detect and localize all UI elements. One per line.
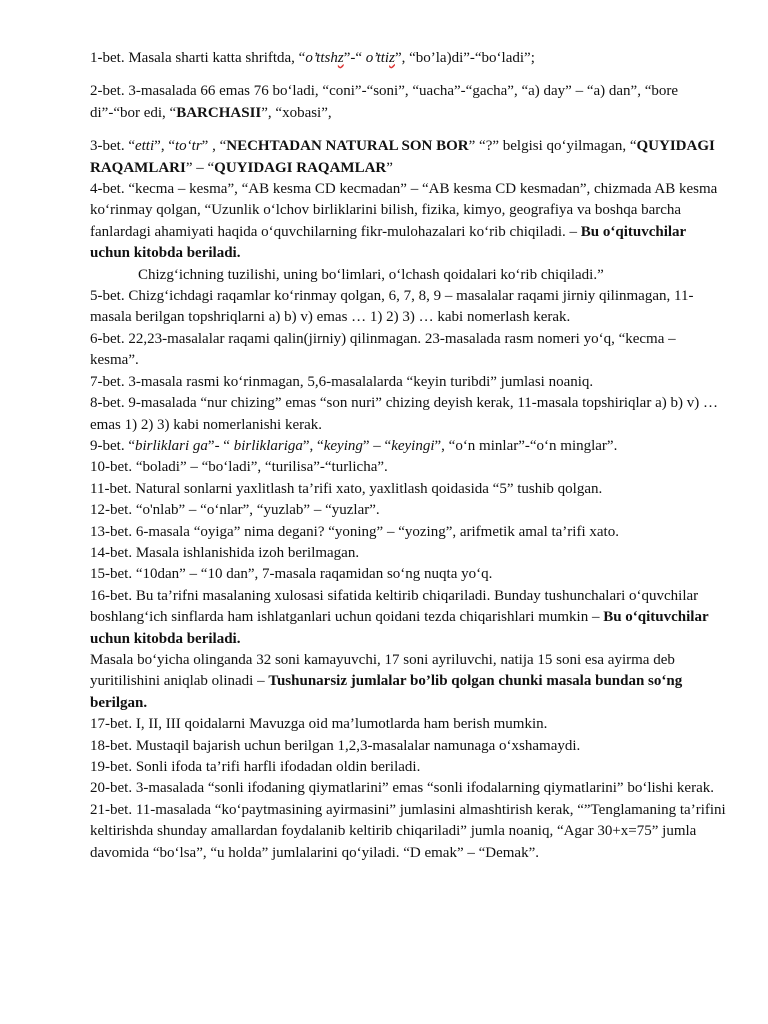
note-page-4-continued: Chizg‘ichning tuzilishi, uning bo‘limlari, o‘lchash qoidalari ko‘rib chiqiladi.” [138, 266, 604, 283]
note-page-7: 7-bet. 3-masala rasmi ko‘rinmagan, 5,6-masalalarda “keyin turibdi” jumlasi noaniq. [90, 373, 594, 390]
text: ”-“ [343, 50, 366, 66]
italic-text: keying [323, 437, 363, 454]
note-page-12: 12-bet. “o'nlab” – “o‘nlar”, “yuzlab” – “yuzlar”. [90, 502, 380, 519]
text: ”, “ [302, 437, 324, 454]
bold-text: Tushunarsiz jumlalar bo’lib qolgan chunki masala bundan so‘ng berilgan. [90, 673, 683, 711]
note-page-21: 21-bet. 11-masalada “ko‘paytmasining ayirmasini” jumlasini almashtirish kerak, “”Tenglamaning ta’rifini keltirishda shunday amallardan foydalanib keltirib chiqariladi” jumla noaniq, “Agar 30+x=75” jumla davomida “bo‘lsa”, “u holda” jumlalarini qo‘yiladi. “D emak” – “Demak”. [90, 801, 726, 861]
bold-text: Bu o‘qituvchilar uchun kitobda beriladi. [90, 609, 709, 647]
text: ”, “ [154, 138, 175, 155]
note-page-14: 14-bet. Masala ishlanishida izoh berilmagan. [90, 544, 360, 561]
text: ” – “ [362, 437, 392, 454]
note-page-18: 18-bet. Mustaqil bajarish uchun berilgan 1,2,3-masalalar namunaga o‘xshamaydi. [90, 737, 581, 754]
text: ” – “ [185, 159, 215, 176]
italic-text: keyingi [391, 437, 435, 454]
note-page-13: 13-bet. 6-masala “oyiga” nima degani? “yoning” – “yozing”, arifmetik amal ta’rifi xato. [90, 523, 619, 540]
note-page-5: 5-bet. Chizg‘ichdagi raqamlar ko‘rinmay qolgan, 6, 7, 8, 9 – masalalar raqami jirniy qilinmagan, 11-masala berilgan topshriqlarni a) b) v) emas … 1) 2) 3) … kabi nomerlash kerak. [90, 288, 694, 326]
note-page-17: 17-bet. I, II, III qoidalarni Mavuzga oid ma’lumotlarda ham berish mumkin. [90, 716, 548, 733]
note-page-6: 6-bet. 22,23-masalalar raqami qalin(jirniy) qilinmagan. 23-masalada rasm nomeri yo‘q, “kecma – kesma”. [90, 330, 676, 369]
note-page-2 [90, 81, 728, 124]
text: ”- “ [207, 437, 234, 454]
note-page-8: 8-bet. 9-masalada “nur chizing” emas “son nuri” chizing deyish kerak, 11-masala topshiriqlar a) b) v) … emas 1) 2) 3) kabi nomerlanishi kerak. [90, 395, 718, 433]
note-page-16-continued [90, 650, 728, 714]
note-page-11: 11-bet. Natural sonlarni yaxlitlash ta’rifi xato, yaxlitlash qoidasida “5” tushib qolgan. [90, 480, 603, 497]
note-page-3 [90, 136, 728, 179]
misspelled-text: z [337, 50, 344, 66]
note-page-15: 15-bet. “10dan” – “10 dan”, 7-masala raqamidan so‘ng nuqta yo‘q. [90, 566, 493, 583]
text: ”, “xobasi”, [261, 104, 332, 121]
note-page-4 [90, 179, 728, 265]
misspelled-text: z [389, 50, 395, 66]
italic-text: birliklari ga [134, 437, 208, 454]
text: 2-bet. 3-masalada 66 emas 76 bo‘ladi, “coni”-“soni”, “uacha”-“gacha”, “a) day” – “a) dan”, “bore di”-“bor edi, “ [90, 83, 679, 121]
text: ” [386, 159, 393, 176]
text: Masala bo‘yicha olinganda 32 soni kamayuvchi, 17 soni ayriluvchi, natija 15 soni esa ayirma deb yuritilishini aniqlab olinadi – [90, 651, 675, 690]
italic-text: etti [134, 138, 155, 155]
text: 1-bet. Masala sharti katta shriftda, “ [90, 50, 306, 66]
italic-text: birliklariga [233, 437, 303, 454]
italic-text: to‘tr [174, 138, 202, 155]
note-page-9 [90, 436, 728, 457]
text: 4-bet. “kecma – kesma”, “AB kesma CD kecmadan” – “AB kesma CD kesmadan”, chizmada AB kesma ko‘rinmay qolgan, “Uzunlik o‘lchov birliklarini bilish, fizika, kimyo, geografiya va boshqa barcha fanlardagi ahamiyati haqida o‘quvchilarning fikr-mulohazalari ko‘rib chiqiladi. – [90, 181, 718, 240]
text: ” “?” belgisi qo‘yilmagan, “ [468, 138, 637, 155]
text: ” , “ [201, 138, 227, 155]
text: ”, “o‘n minlar”-“o‘n minglar”. [434, 437, 618, 454]
note-page-16 [90, 586, 728, 650]
bold-text: QUYIDAGI RAQAMLAR [214, 159, 387, 176]
text: ”, “bo’la)di”-“bo‘ladi”; [394, 50, 535, 66]
note-page-1 [90, 48, 728, 69]
note-page-19: 19-bet. Sonli ifoda ta’rifi harfli ifodadan oldin beriladi. [90, 759, 421, 775]
note-page-20: 20-bet. 3-masalada “sonli ifodaning qiymatlarini” emas “sonli ifodalarning qiymatlarini” bo‘lishi kerak. [90, 780, 714, 797]
text: 9-bet. “ [90, 437, 135, 454]
bold-text: NECHTADAN NATURAL SON BOR [226, 138, 469, 155]
bold-text: QUYIDAGI RAQAMLARI [90, 138, 715, 176]
text: o’tti [365, 50, 390, 66]
note-page-10: 10-bet. “boladi” – “bo‘ladi”, “turilisa”-“turlicha”. [90, 459, 388, 476]
bold-text: Bu o‘qituvchilar uchun kitobda beriladi. [90, 223, 686, 262]
text: o’ttsh [305, 50, 338, 66]
text: 16-bet. Bu ta’rifni masalaning xulosasi sifatida keltirib chiqariladi. Bunday tushunchalari o‘quvchilar boshlang‘ich sinflarda ham ishlatganlari uchun qoidani tezda chiqarishlari mumkin – [90, 587, 699, 626]
text: 3-bet. “ [90, 138, 135, 155]
bold-text: BARCHASII [176, 104, 262, 121]
